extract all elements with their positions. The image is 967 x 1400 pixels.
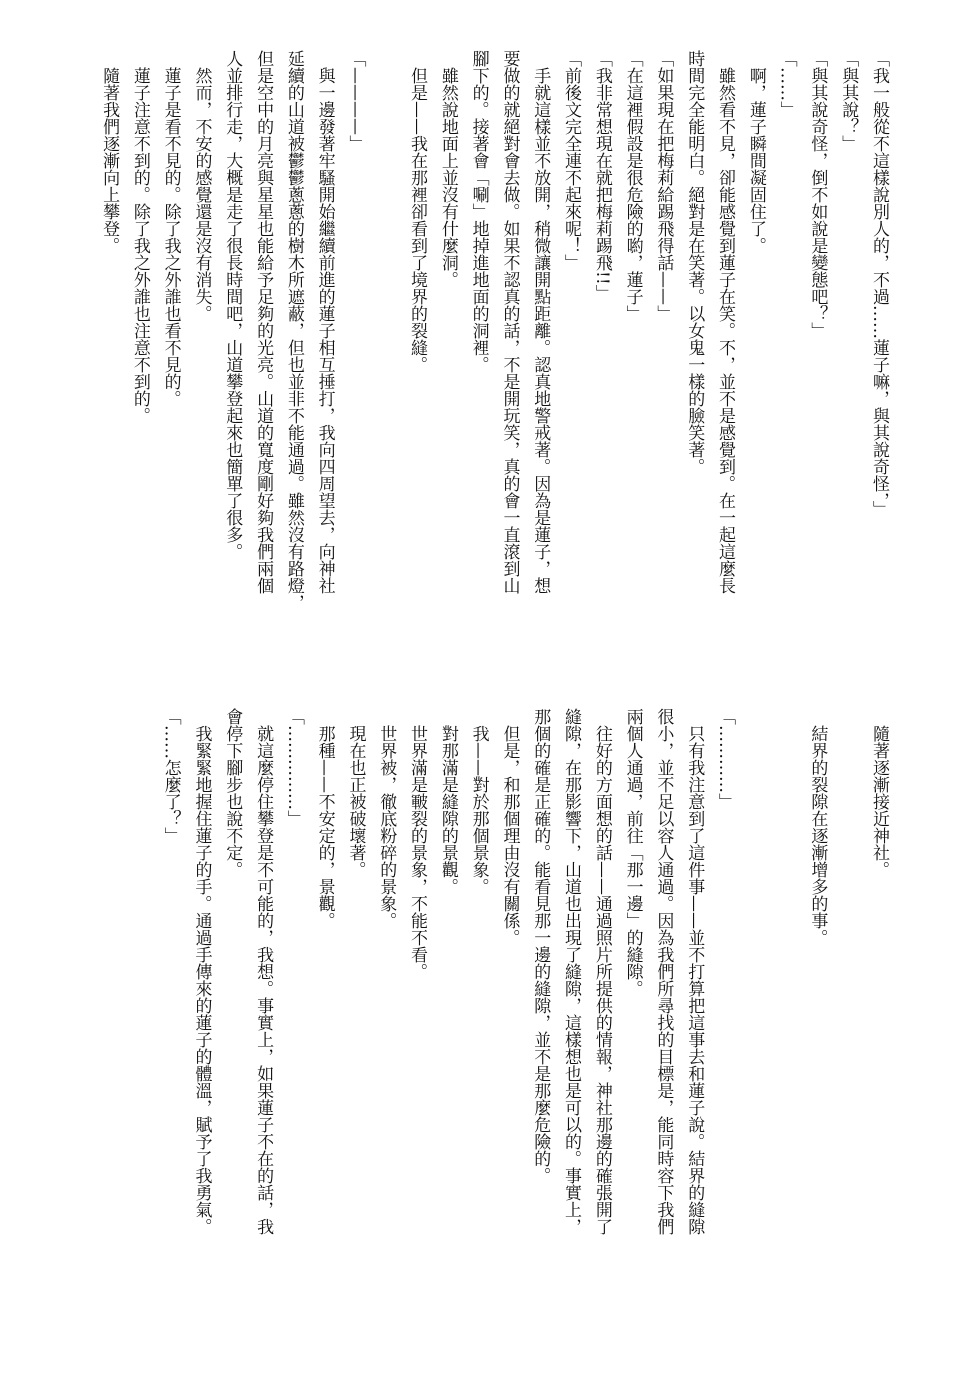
text-line: 「我一般從不這樣說別人的，不過……蓮子嘛，與其說奇怪，」: [869, 50, 889, 518]
text-line: 「在這裡假設是很危險的喲，蓮子」: [622, 50, 643, 322]
text-line: 「我非常想現在就把梅莉踢飛!!」: [591, 50, 612, 302]
text-line: 那個的確是正確的。能看見那一邊的縫隙，並不是那麼危險的。: [530, 708, 551, 1184]
text-line: [740, 708, 771, 1348]
text-line: 那種——不安定的，景觀。: [314, 708, 335, 929]
text-line: 「與其說奇怪，倒不如說是變態吧？」: [807, 50, 828, 339]
text-line: 「……」: [776, 50, 797, 118]
text-line: 但是——我在那裡卻看到了境界的裂縫。: [407, 50, 428, 373]
text-line: 「……………」: [283, 708, 304, 827]
text-line: 腳下的。接著會「唰」地掉進地面的洞裡。: [468, 50, 489, 373]
text-line: 「…………」: [715, 708, 736, 810]
text-line: 對那滿是縫隙的景觀。: [437, 708, 458, 895]
text-line: 縫隙，在那影響下，山道也出現了縫隙，這樣想也是可以的。事實上，: [561, 708, 582, 1235]
text-line: 手就這樣並不放開，稍微讓開點距離。認真地警戒著。因為是蓮子，想: [530, 50, 551, 594]
text-line: 時間完全能明白。絕對是在笑著。以女鬼一樣的臉笑著。: [684, 50, 705, 475]
text-line: 我——對於那個景象。: [468, 708, 489, 895]
text-line: 但是，和那個理由沒有關係。: [499, 708, 520, 946]
text-line: 與一邊發著牢騷開始繼續前進的蓮子相互捶打，我向四周望去，向神社: [314, 50, 335, 594]
text-line: 蓮子注意不到的。除了我之外誰也注意不到的。: [129, 50, 150, 424]
text-line: 「……怎麼了？」: [160, 708, 181, 844]
text-line: 世界被，徹底粉碎的景象。: [376, 708, 397, 929]
text-line: [832, 708, 863, 1348]
text-line: 雖然說地面上並沒有什麼洞。: [437, 50, 458, 288]
text-line: 很小，並不足以容人通過。因為我們所尋找的目標是，能同時容下我們: [653, 708, 674, 1235]
text-line: 只有我注意到了這件事——並不打算把這事去和蓮子說。結界的縫隙: [684, 708, 705, 1235]
text-line: 就這麼停住攀登是不可能的，我想。事實上，如果蓮子不在的話，我: [253, 708, 274, 1235]
text-line: 人並排行走，大概是走了很長時間吧，山道攀登起來也簡單了很多。: [222, 50, 243, 560]
lower-text-block: [64, 708, 894, 1348]
upper-text-block: [64, 50, 894, 662]
text-line: 隨著逐漸接近神社。: [869, 708, 889, 878]
text-line: 現在也正被破壞著。: [345, 708, 366, 878]
text-line: 「————」: [345, 50, 366, 152]
text-line: 雖然看不見，卻能感覺到蓮子在笑。不，並不是感覺到。在一起這麼長: [715, 50, 736, 594]
text-line: 往好的方面想的話——通過照片所提供的情報，神社那邊的確張開了: [591, 708, 612, 1235]
text-line: 會停下腳步也說不定。: [222, 708, 243, 878]
text-line: 隨著我們逐漸向上攀登。: [99, 50, 120, 254]
text-line: 延續的山道被鬱鬱蔥蔥的樹木所遮蔽，但也並非不能通過。雖然沒有路燈，: [283, 50, 304, 611]
text-line: 「如果現在把梅莉給踢飛得話——」: [653, 50, 674, 322]
text-line: 兩個人通過，前往「那一邊」的縫隙。: [622, 708, 643, 997]
text-line: 要做的就絕對會去做。如果不認真的話，不是開玩笑，真的會一直滾到山: [499, 50, 520, 594]
text-line: 我緊緊地握住蓮子的手。通過手傳來的蓮子的體溫，賦予了我勇氣。: [191, 708, 212, 1235]
text-line: 「前後文完全連不起來呢！」: [561, 50, 582, 271]
text-line: 然而，不安的感覺還是沒有消失。: [191, 50, 212, 322]
text-line: 結界的裂隙在逐漸增多的事。: [807, 708, 828, 946]
text-line: [370, 50, 401, 662]
text-line: 蓮子是看不見的。除了我之外誰也看不見的。: [160, 50, 181, 407]
text-line: 「與其說？」: [838, 50, 859, 152]
text-line: 啊，蓮子瞬間凝固住了。: [745, 50, 766, 254]
text-line: 世界滿是皸裂的景象，不能不看。: [407, 708, 428, 980]
text-line: [771, 708, 802, 1348]
text-line: 但是空中的月亮與星星也能給予足夠的光亮。山道的寬度剛好夠我們兩個: [253, 50, 274, 594]
